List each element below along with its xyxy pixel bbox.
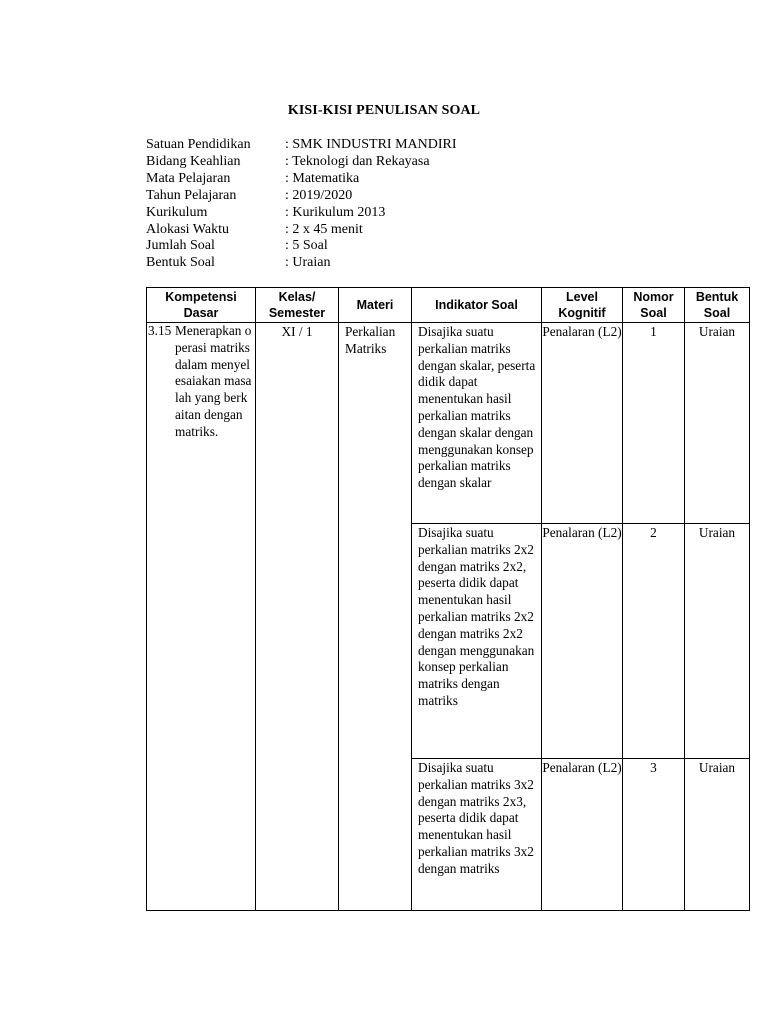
materi-cell: Perkalian Matriks [339, 323, 412, 911]
kelas-semester-cell: XI / 1 [256, 323, 339, 911]
meta-label: Alokasi Waktu [146, 221, 229, 237]
meta-value: : SMK INDUSTRI MANDIRI [285, 137, 457, 152]
kompetensi-dasar-cell [147, 323, 256, 911]
table-row [147, 323, 750, 524]
kd-number: 3.15 [148, 323, 172, 338]
header-kelas-semester: Kelas/ Semester [256, 288, 339, 323]
header-level-kognitif: Level Kognitif [542, 288, 623, 323]
meta-label: Bidang Keahlian [146, 153, 241, 169]
meta-value: : Matematika [285, 170, 360, 186]
header-materi: Materi [339, 288, 412, 323]
indikator-cell: Disajika suatu perkalian matriks dengan skalar, peserta didik dapat menentukan hasil perkalian matriks dengan skalar dengan menggunakan konsep perkalian matriks dengan skalar [412, 323, 542, 524]
level-cell: Penalaran (L2) [542, 323, 623, 524]
meta-label: Mata Pelajaran [146, 170, 231, 186]
meta-label: Bentuk Soal [146, 255, 215, 271]
header-nomor-soal: Nomor Soal [623, 288, 685, 323]
meta-row [146, 205, 457, 222]
bentuk-cell: Uraian [685, 759, 750, 911]
bentuk-cell: Uraian [685, 524, 750, 759]
header-bentuk-soal: Bentuk Soal [685, 288, 750, 323]
identity-block [146, 137, 457, 272]
meta-value: : Kurikulum 2013 [285, 204, 386, 220]
header-kompetensi-dasar: Kompetensi Dasar [147, 288, 256, 323]
kisi-kisi-table [146, 287, 750, 911]
meta-row [146, 137, 457, 154]
meta-row [146, 238, 457, 255]
meta-label: Satuan Pendidikan [146, 137, 251, 152]
nomor-cell: 3 [623, 759, 685, 911]
kd-text: Menerapkan operasi matriks dalam menyelesaiakan masalah yang berkaitan dengan matriks. [175, 323, 252, 439]
bentuk-cell: Uraian [685, 323, 750, 524]
meta-value: : Uraian [285, 255, 331, 271]
meta-value: : 5 Soal [285, 238, 328, 254]
meta-row [146, 171, 457, 188]
meta-row [146, 188, 457, 205]
meta-value: : 2019/2020 [285, 187, 353, 203]
table-header-row [147, 288, 750, 323]
level-cell: Penalaran (L2) [542, 524, 623, 759]
nomor-cell: 1 [623, 323, 685, 524]
meta-value: : Teknologi dan Rekayasa [285, 153, 430, 169]
nomor-cell: 2 [623, 524, 685, 759]
level-cell: Penalaran (L2) [542, 759, 623, 911]
meta-row [146, 222, 457, 239]
indikator-cell: Disajika suatu perkalian matriks 2x2 dengan matriks 2x2, peserta didik dapat menentukan hasil perkalian matriks 2x2 dengan matriks 2x2 dengan menggunakan konsep perkalian matriks dengan matriks [412, 524, 542, 759]
meta-label: Tahun Pelajaran [146, 187, 237, 203]
meta-label: Jumlah Soal [146, 238, 215, 254]
document-title: KISI-KISI PENULISAN SOAL [287, 103, 481, 118]
meta-label: Kurikulum [146, 204, 208, 220]
indikator-cell: Disajika suatu perkalian matriks 3x2 dengan matriks 2x3, peserta didik dapat menentukan hasil perkalian matriks 3x2 dengan matriks [412, 759, 542, 911]
meta-row [146, 255, 457, 272]
header-indikator-soal: Indikator Soal [412, 288, 542, 323]
meta-value: : 2 x 45 menit [285, 221, 363, 237]
meta-row [146, 154, 457, 171]
